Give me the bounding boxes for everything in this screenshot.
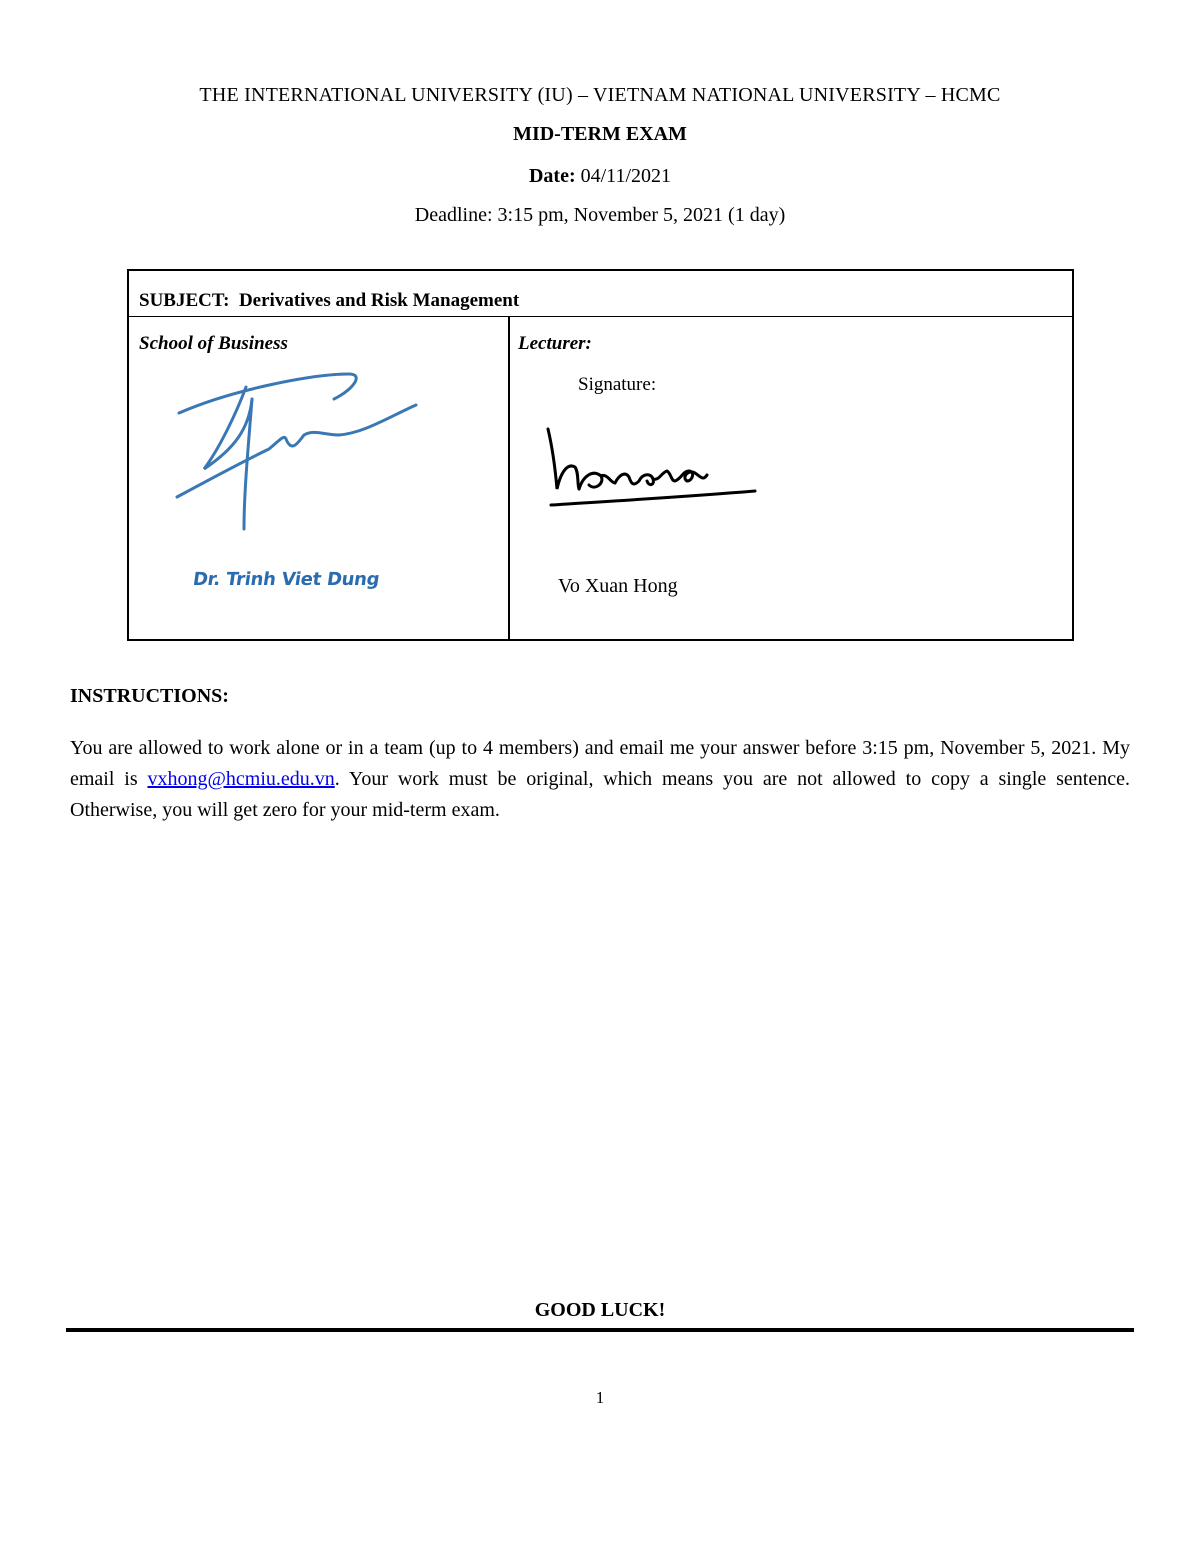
date-label: Date: bbox=[528, 165, 576, 187]
subject-row bbox=[129, 271, 1072, 317]
exam-title: MID-TERM EXAM bbox=[513, 123, 687, 145]
date-value: 04/11/2021 bbox=[580, 165, 671, 187]
exam-info-table bbox=[127, 269, 1074, 641]
instructions-heading: INSTRUCTIONS: bbox=[70, 685, 229, 707]
page-number: 1 bbox=[595, 1388, 605, 1407]
closing-text: GOOD LUCK! bbox=[534, 1299, 666, 1321]
subject bbox=[139, 290, 519, 312]
subject-value: Derivatives and Risk Management bbox=[238, 290, 520, 311]
lecturer-name: Vo Xuan Hong bbox=[558, 575, 678, 597]
footer-rule bbox=[66, 1328, 1134, 1332]
dean-signature bbox=[174, 369, 424, 539]
email-link[interactable]: vxhong@hcmiu.edu.vn bbox=[147, 768, 335, 790]
signature-label: Signature: bbox=[578, 374, 657, 395]
university-name: THE INTERNATIONAL UNIVERSITY (IU) – VIETNAM NATIONAL UNIVERSITY – HCMC bbox=[199, 84, 1001, 106]
instructions-text bbox=[70, 733, 1130, 826]
exam-date bbox=[0, 164, 1200, 188]
deadline: Deadline: 3:15 pm, November 5, 2021 (1 day) bbox=[414, 204, 786, 226]
column-divider bbox=[508, 317, 510, 639]
dean-name: Dr. Trinh Viet Dung bbox=[191, 569, 381, 590]
subject-label: SUBJECT: bbox=[139, 290, 230, 311]
lecturer-label: Lecturer: bbox=[518, 333, 592, 354]
school-label: School of Business bbox=[139, 333, 288, 354]
instructions-text-part2: . Your work must be original, which means you are not allowed to copy a single sentence. Otherwise, you will get zero for your mid-term exam. bbox=[70, 768, 1130, 821]
instructions-text-part1: You are allowed to work alone or in a team (up to 4 members) and email me your answer before 3:15 pm, November 5, 2021. My email is bbox=[70, 737, 1130, 790]
lecturer-signature bbox=[543, 421, 758, 511]
